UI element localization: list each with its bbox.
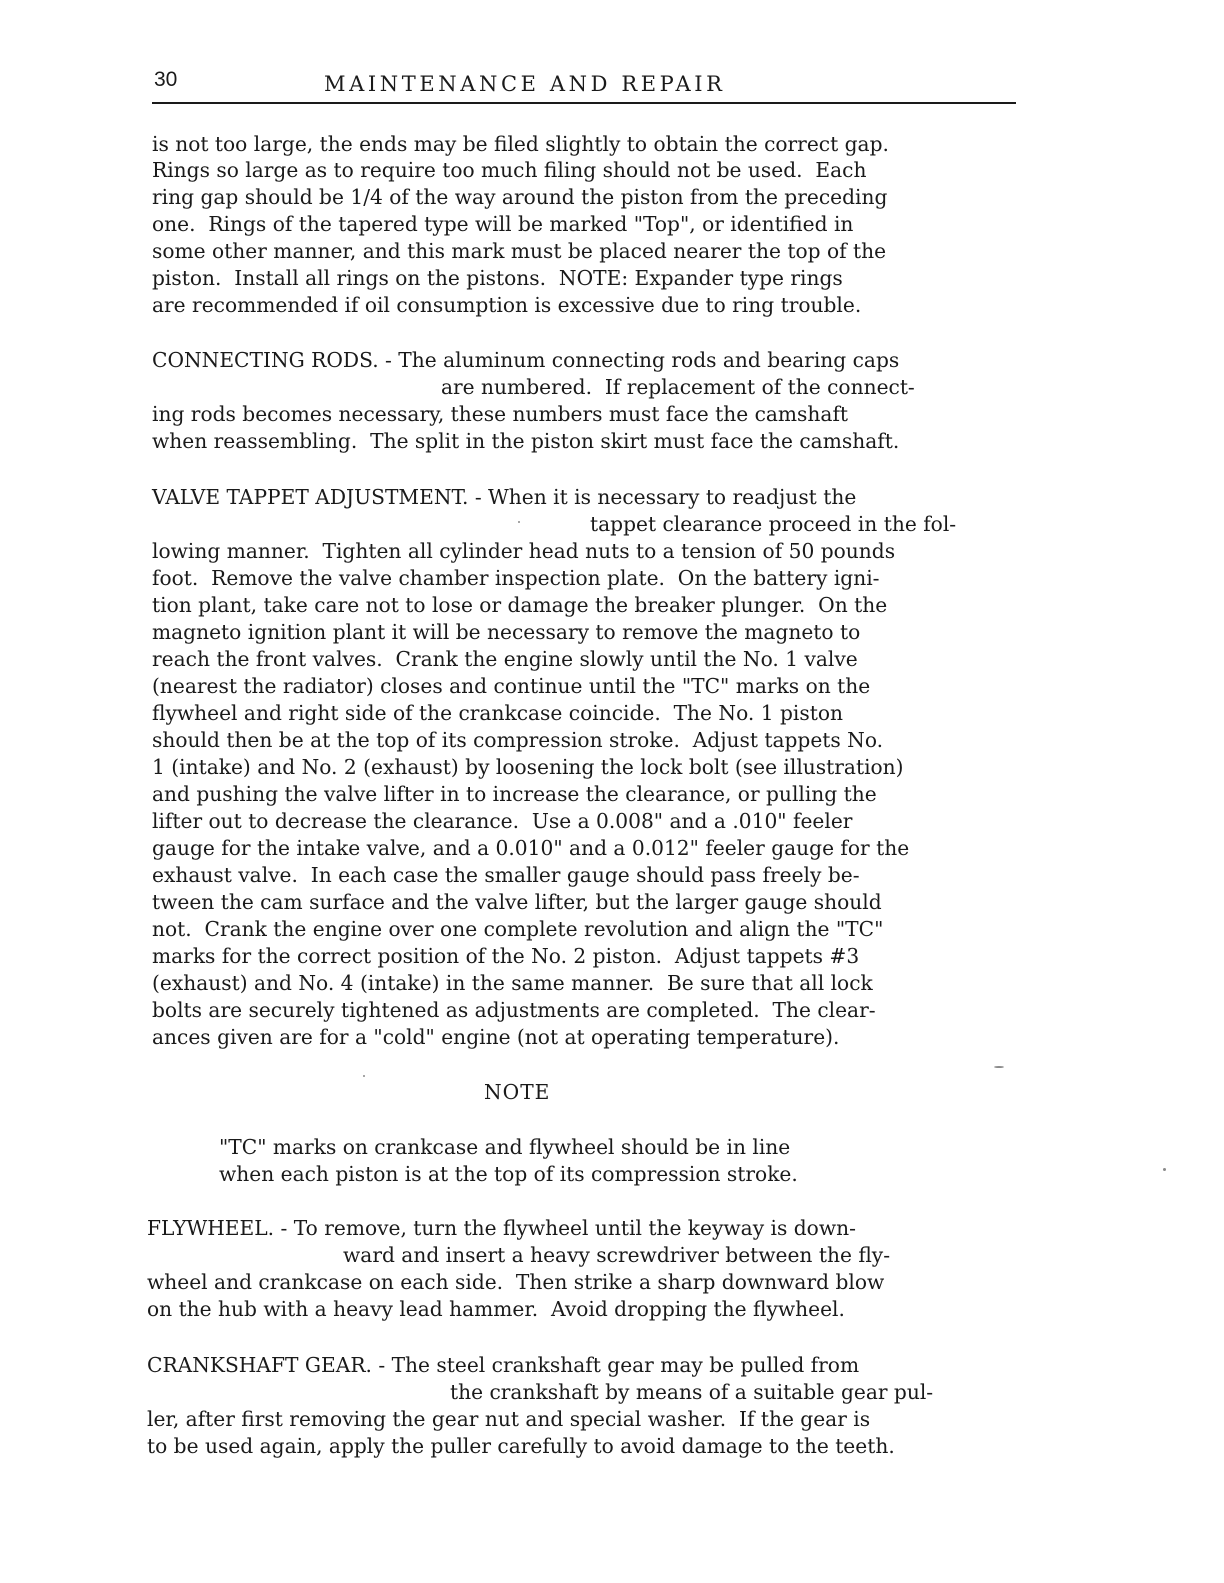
text-line: lifter out to decrease the clearance. Use a 0.008" and a .010" feeler: [152, 809, 853, 833]
text-line: bolts are securely tightened as adjustments are completed. The clear-: [152, 998, 876, 1022]
scan-speck: [994, 1066, 1004, 1068]
text-line: piston. Install all rings on the pistons. NOTE: Expander type rings: [152, 266, 843, 290]
text-line: flywheel and right side of the crankcase coincide. The No. 1 piston: [152, 701, 843, 725]
scan-speck: [518, 521, 520, 523]
text-line: some other manner, and this mark must be placed nearer the top of the: [152, 239, 887, 263]
text-line: when each piston is at the top of its compression stroke.: [219, 1162, 798, 1186]
text-line: magneto ignition plant it will be necessary to remove the magneto to: [152, 620, 861, 644]
text-line: are numbered. If replacement of the connect-: [441, 375, 915, 399]
text-line: ler, after first removing the gear nut and special washer. If the gear is: [147, 1407, 871, 1431]
text-line: ring gap should be 1/4 of the way around the piston from the preceding: [152, 185, 888, 209]
text-line: VALVE TAPPET ADJUSTMENT. - When it is necessary to readjust the: [152, 485, 857, 509]
text-line: the crankshaft by means of a suitable gear pul-: [450, 1380, 934, 1404]
note-heading: NOTE: [484, 1080, 551, 1104]
text-line: on the hub with a heavy lead hammer. Avoid dropping the flywheel.: [147, 1297, 845, 1321]
text-line: marks for the correct position of the No. 2 piston. Adjust tappets #3: [152, 944, 860, 968]
text-line: 1 (intake) and No. 2 (exhaust) by loosening the lock bolt (see illustration): [152, 755, 904, 779]
text-line: not. Crank the engine over one complete revolution and align the "TC": [152, 917, 884, 941]
text-line: foot. Remove the valve chamber inspection plate. On the battery igni-: [152, 566, 880, 590]
text-line: CRANKSHAFT GEAR. - The steel crankshaft gear may be pulled from: [147, 1353, 860, 1377]
text-line: ances given are for a "cold" engine (not at operating temperature).: [152, 1025, 840, 1049]
text-line: one. Rings of the tapered type will be marked "Top", or identified in: [152, 212, 854, 236]
text-line: are recommended if oil consumption is excessive due to ring trouble.: [152, 293, 862, 317]
text-line: "TC" marks on crankcase and flywheel should be in line: [219, 1135, 791, 1159]
scan-speck: [1163, 1168, 1166, 1171]
text-line: tion plant, take care not to lose or damage the breaker plunger. On the: [152, 593, 888, 617]
text-line: wheel and crankcase on each side. Then strike a sharp downward blow: [147, 1270, 885, 1294]
text-line: tappet clearance proceed in the fol-: [590, 512, 957, 536]
running-head: MAINTENANCE AND REPAIR: [324, 72, 726, 96]
text-line: gauge for the intake valve, and a 0.010" and a 0.012" feeler gauge for the: [152, 836, 910, 860]
text-line: is not too large, the ends may be filed slightly to obtain the correct gap.: [152, 132, 889, 156]
text-line: should then be at the top of its compression stroke. Adjust tappets No.: [152, 728, 884, 752]
page-header: [152, 64, 1016, 104]
text-line: to be used again, apply the puller carefully to avoid damage to the teeth.: [147, 1434, 895, 1458]
text-line: (nearest the radiator) closes and continue until the "TC" marks on the: [152, 674, 871, 698]
page-number: 30: [154, 68, 178, 91]
text-line: ing rods becomes necessary, these numbers must face the camshaft: [152, 402, 849, 426]
text-line: when reassembling. The split in the piston skirt must face the camshaft.: [152, 429, 900, 453]
text-line: and pushing the valve lifter in to increase the clearance, or pulling the: [152, 782, 877, 806]
text-line: CONNECTING RODS. - The aluminum connecting rods and bearing caps: [152, 348, 900, 372]
text-line: FLYWHEEL. - To remove, turn the flywheel until the keyway is down-: [147, 1216, 856, 1240]
text-line: lowing manner. Tighten all cylinder head nuts to a tension of 50 pounds: [152, 539, 896, 563]
text-line: (exhaust) and No. 4 (intake) in the same manner. Be sure that all lock: [152, 971, 873, 995]
text-line: exhaust valve. In each case the smaller gauge should pass freely be-: [152, 863, 860, 887]
text-line: reach the front valves. Crank the engine slowly until the No. 1 valve: [152, 647, 858, 671]
scan-speck: [363, 1075, 365, 1077]
text-line: Rings so large as to require too much filing should not be used. Each: [152, 158, 867, 182]
text-line: ward and insert a heavy screwdriver between the fly-: [343, 1243, 891, 1267]
text-line: tween the cam surface and the valve lifter, but the larger gauge should: [152, 890, 882, 914]
